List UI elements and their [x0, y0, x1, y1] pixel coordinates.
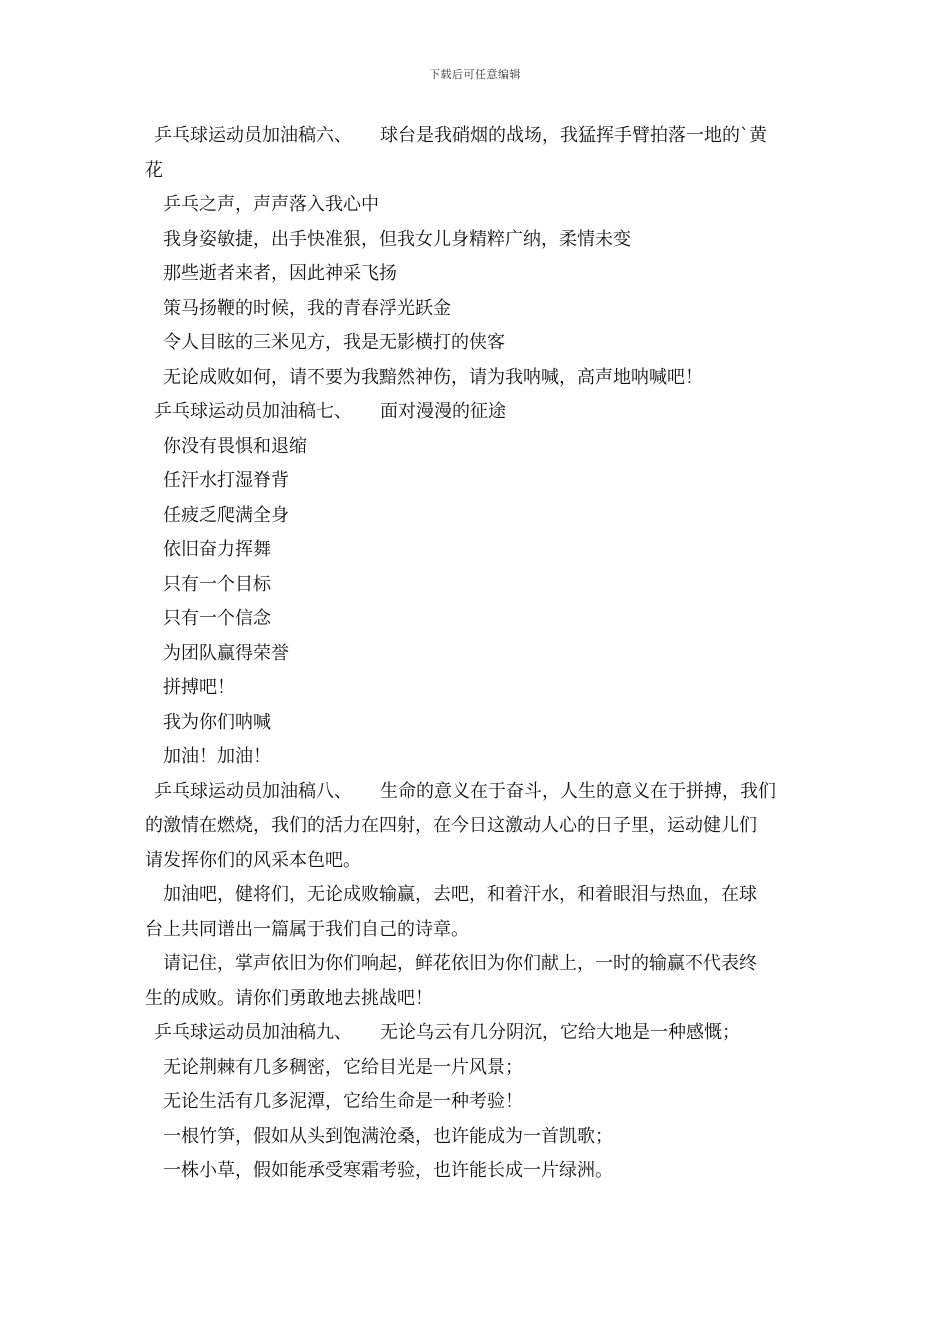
section-7-heading-line	[145, 395, 810, 430]
section-7-line: 依旧奋力挥舞	[163, 539, 271, 560]
section-9-line: 无论生活有几多泥潭，它给生命是一种考验！	[163, 1091, 523, 1112]
section-6-line: 乒乓之声，声声落入我心中	[163, 194, 379, 215]
section-8-paragraph-3-line: 生的成败。请你们勇敢地去挑战吧！	[145, 987, 433, 1009]
section-6-heading-line	[145, 119, 810, 154]
section-7-line: 任疲乏爬满全身	[163, 504, 289, 526]
section-9-line: 无论荆棘有几多稠密，它给目光是一片风景；	[163, 1056, 523, 1078]
section-6-first-line: 球台是我硝烟的战场，我猛挥手臂拍落一地的`黄	[380, 125, 767, 146]
section-9-line: 一根竹笋，假如从头到饱满沧桑，也许能成为一首凯歌；	[163, 1125, 613, 1147]
section-6-line: 我身姿敏捷，出手快准狠，但我女儿身精粹广纳，柔情未变	[163, 228, 631, 250]
section-8-paragraph-1-line: 请发挥你们的风采本色吧。	[145, 849, 361, 871]
document-body	[145, 119, 810, 1189]
section-6-line: 策马扬鞭的时候，我的青春浮光跃金	[163, 297, 451, 319]
section-8-first-line: 生命的意义在于奋斗，人生的意义在于拼搏，我们	[380, 780, 776, 802]
section-7-first-line: 面对漫漫的征途	[380, 401, 506, 422]
section-9-line: 一株小草，假如能承受寒霜考验，也许能长成一片绿洲。	[163, 1160, 613, 1181]
section-8-paragraph-3-line: 请记住，掌声依旧为你们响起，鲜花依旧为你们献上，一时的输赢不代表终	[163, 953, 757, 974]
section-7-line: 我为你们呐喊	[163, 711, 271, 733]
section-8-paragraph-2-line: 加油吧，健将们，无论成败输赢，去吧，和着汗水，和着眼泪与热血，在球	[163, 884, 757, 905]
section-6-line: 令人目眩的三米见方，我是无影横打的侠客	[163, 332, 505, 353]
section-6-heading: 乒乓球运动员加油稿六、	[154, 125, 352, 146]
section-7-line: 加油！加油！	[163, 746, 271, 767]
section-7-heading: 乒乓球运动员加油稿七、	[154, 401, 352, 422]
section-6-first-line-wrap: 花	[145, 159, 163, 181]
section-7-line: 只有一个信念	[163, 608, 271, 629]
section-8-paragraph-2-line: 台上共同谱出一篇属于我们自己的诗章。	[145, 918, 469, 940]
section-8-heading-line	[145, 775, 810, 810]
section-7-line: 只有一个目标	[163, 573, 271, 595]
section-7-line: 为团队赢得荣誉	[163, 642, 289, 664]
section-8-paragraph-1-line: 的激情在燃烧，我们的活力在四射，在今日这激动人心的日子里，运动健儿们	[145, 815, 757, 836]
header-note: 下载后可任意编辑	[429, 68, 521, 81]
section-7-line: 任汗水打湿脊背	[163, 470, 289, 491]
section-8-heading: 乒乓球运动员加油稿八、	[154, 780, 352, 802]
section-9-first-line: 无论乌云有几分阴沉，它给大地是一种感慨；	[380, 1022, 740, 1043]
section-6-line: 无论成败如何，请不要为我黯然神伤，请为我呐喊，高声地呐喊吧！	[163, 366, 703, 388]
section-9-heading-line	[145, 1016, 810, 1051]
section-7-line: 你没有畏惧和退缩	[163, 435, 307, 457]
section-6-line: 那些逝者来者，因此神采飞扬	[163, 263, 397, 284]
section-7-line: 拼搏吧！	[163, 677, 235, 698]
section-9-heading: 乒乓球运动员加油稿九、	[154, 1022, 352, 1043]
